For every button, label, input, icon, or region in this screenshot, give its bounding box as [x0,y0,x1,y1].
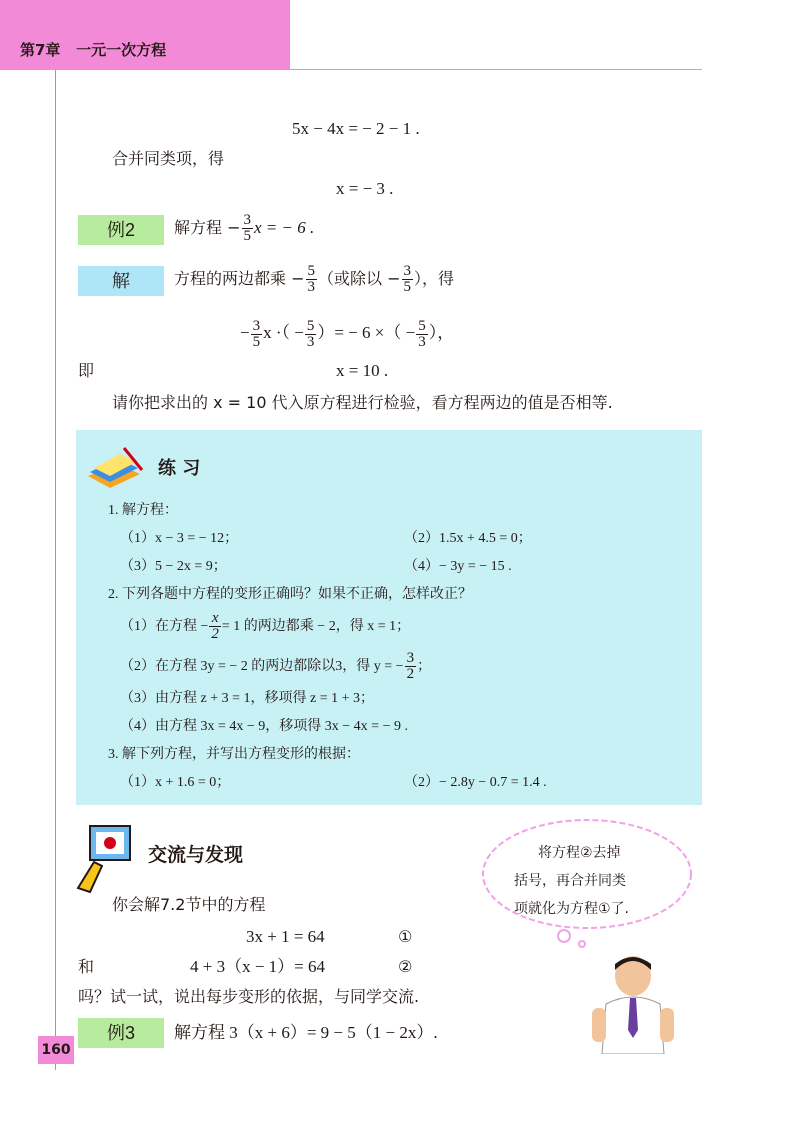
text-line: 合并同类项，得 [112,149,225,168]
denominator: 2 [211,626,219,643]
text-line: 吗？试一试，说出每步变形的依据，与同学交流. [78,987,420,1006]
text-line: 你会解7.2节中的方程 [112,895,266,914]
text-line: 请你把求出的 x = 10 代入原方程进行检验，看方程两边的值是否相等. [112,393,613,412]
text-span: 方程的两边都乘 − [174,269,305,288]
math-span: ）= − 6 ×（ − [317,323,416,342]
exchange-title: 交流与发现 [148,844,244,866]
bubble-line: 项就化为方程①了. [514,901,630,917]
solution-label: 解 [78,266,164,296]
header-rule [290,69,702,70]
chapter-header [20,39,166,60]
fraction [402,264,414,295]
text-line: 即 [78,361,95,380]
bubble-line: 将方程②去掉 [538,845,621,861]
denominator: 5 [252,333,261,350]
text-span: ），得 [414,269,455,288]
numerator: 5 [306,317,315,334]
practice-item: 2. 下列各题中方程的变形正确吗？如果不正确，怎样改正？ [108,587,472,602]
example-2-text [174,209,314,247]
text-span: 解方程 − [174,218,241,237]
text-span: ； [417,659,432,674]
books-pencil-icon [84,444,146,494]
math-span: x ·（ − [263,323,304,342]
fraction [251,319,263,350]
practice-item: （2）− 2.8y − 0.7 = 1.4 . [404,775,547,790]
chapter-title: 一元一次方程 [76,41,167,59]
practice-item: （4）由方程 3x = 4x − 9，移项得 3x − 4x = − 9 . [120,719,408,734]
practice-item: 3. 解下列方程，并写出方程变形的根据： [108,747,360,762]
solution-text [174,260,454,298]
practice-item: （4）− 3y = − 15 . [404,559,512,574]
fraction [209,611,221,642]
bubble-line: 括号，再合并同类 [514,873,626,889]
numerator: 5 [418,317,426,334]
math-span: x = − 6 . [254,218,315,237]
equation-line [240,314,454,352]
denominator: 3 [306,333,315,350]
equation-mark: ① [398,927,413,946]
math-span: − [240,323,250,342]
practice-item [120,650,431,684]
denominator: 5 [243,228,251,244]
fraction [306,264,318,295]
numerator: 3 [403,263,411,279]
practice-item: （2）1.5x + 4.5 = 0； [404,531,532,546]
denominator: 3 [418,333,426,350]
page-number: 160 [38,1036,74,1064]
text-span: （或除以 − [318,269,401,288]
practice-box [76,430,702,805]
fraction [405,651,417,682]
chapter-number: 第7章 [20,41,61,59]
numerator: x [209,611,221,627]
practice-item: （3）由方程 z + 3 = 1，移项得 z = 1 + 3； [120,691,375,706]
practice-item: （3）5 − 2x = 9； [120,559,227,574]
margin-rule [55,70,56,1070]
text-span: （1）在方程 − [120,619,209,634]
practice-item: （1）x − 3 = − 12； [120,531,239,546]
numerator: 3 [243,212,251,228]
practice-item: （1）x + 1.6 = 0； [120,775,231,790]
student-illustration [592,950,674,1054]
equation-line: x = − 3 . [336,179,394,198]
numerator: 3 [406,650,415,667]
numerator: 3 [252,317,261,334]
denominator: 3 [307,279,315,295]
thought-bubble [478,818,696,948]
fraction [416,319,428,350]
numerator: 5 [307,263,315,279]
equation-line: 4 + 3（x − 1）= 64 [190,957,326,976]
practice-item [120,610,410,644]
text-span: = 1 的两边都乘 − 2，得 x = 1； [221,619,411,634]
fraction [242,213,254,244]
example-3-text: 解方程 3（x + 6）= 9 − 5（1 − 2x）. [174,1023,438,1042]
text-line: 和 [78,957,95,976]
practice-title: 练 习 [158,458,201,479]
equation-mark: ② [398,957,413,976]
fraction [305,319,317,350]
denominator: 2 [406,666,415,683]
monitor-hand-icon [72,822,136,894]
example-3-label: 例3 [78,1018,164,1048]
denominator: 5 [403,279,411,295]
equation-line: 3x + 1 = 64 [246,927,325,946]
practice-item: 1. 解方程： [108,503,178,518]
equation-line: x = 10 . [336,361,389,380]
equation-line: 5x − 4x = − 2 − 1 . [292,119,420,138]
text-span: （2）在方程 3y = − 2 的两边都除以3，得 y = − [120,659,404,674]
math-span: ）， [428,323,455,342]
example-2-label: 例2 [78,215,164,245]
